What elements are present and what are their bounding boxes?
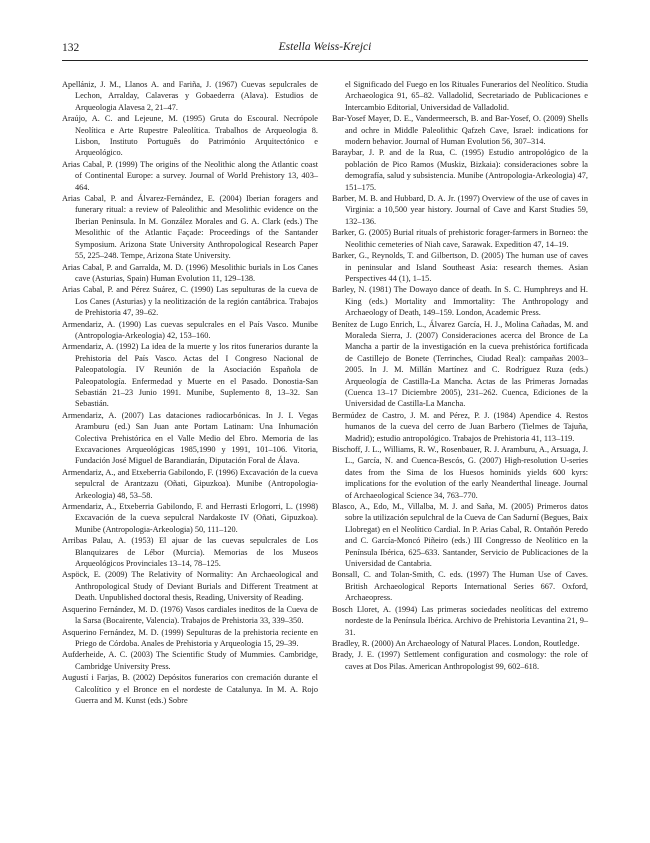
reference-entry: Arias Cabal, P. and Garralda, M. D. (1996) Mesolithic burials in Los Canes cave (Asturias, Spain) Human Evolution 11, 129–138. (62, 262, 318, 283)
reference-entry: Bonsall, C. and Tolan-Smith, C. eds. (1997) The Human Use of Caves. British Archaeological Reports International Series 667. Oxford, Archaeopress. (332, 570, 588, 603)
reference-entry: Brady, J. E. (1997) Settlement configuration and cosmology: the role of caves at Dos Pilas. American Anthropologist 99, 602–618. (332, 650, 588, 671)
page-number: 132 (62, 42, 80, 54)
reference-entry: Aspöck, E. (2009) The Relativity of Normality: An Archaeological and Anthropological Study of Deviant Burials and Different Treatment at Death. Unpublished doctoral thesis, Reading, University of Reading. (62, 570, 318, 603)
reference-entry: Armendariz, A. (1992) La idea de la muerte y los ritos funerarios durante la Prehistoria del País Vasco. Actas del I Congreso Nacional de Paleopatología. IV Reunión de la Asociación Española de Paleopatología. Enfermedad y Muerte en el Pasado. Donostia-San Sebastián 21–23 Junio 1991. Munibe, Suplemento 8, 13–32. San Sebastián. (62, 342, 318, 409)
reference-entry: Armendariz, A., Etxeberria Gabilondo, F. and Herrasti Erlogorri, L. (1998) Excavación de la cueva sepulcral Nardakoste IV (Oñati, Gipuzkoa). Munibe (Antropologia-Arkeologia) 50, 111–120. (62, 502, 318, 534)
reference-entry: Asquerino Fernández, M. D. (1999) Sepulturas de la prehistoria reciente en Priego de Córdoba. Anales de Prehistoria y Arqueologia 15, 29–39. (62, 627, 318, 648)
reference-entry: Arias Cabal, P. and Álvarez-Fernández, E. (2004) Iberian foragers and funerary ritual: a review of Paleolithic and Mesolithic evidence on the Iberian Peninsula. In M. González Morales and G. A. Clark (eds.) The Mesolithic of the Atlantic Façade: Proceedings of the Santander Symposium. Arizona State University Anthropological Research Paper 55, 225–248. Tempe, Arizona State University. (62, 194, 318, 261)
reference-entry: Barker, G. (2005) Burial rituals of prehistoric forager-farmers in Borneo: the Neolithic cemeteries of Niah cave, Sarawak. Expedition 47, 14–19. (332, 228, 588, 249)
reference-entry: Barber, M. B. and Hubbard, D. A. Jr. (1997) Overview of the use of caves in Virginia: a 10,500 year history. Journal of Cave and Karst Studies 59, 132–136. (332, 194, 588, 226)
running-header (62, 40, 588, 61)
reference-entry: Bermúdez de Castro, J. M. and Pérez, P. J. (1984) Apendice 4. Restos humanos de la cueva del cerro de Juan Barbero (Tielmes de Tajuña, Madrid); estudio antropológico. Trabajos de Prehistoria 41, 113–119. (332, 410, 588, 443)
reference-column-left (62, 79, 318, 706)
reference-entry: Aufderheide, A. C. (2003) The Scientific Study of Mummies. Cambridge, Cambridge University Press. (62, 650, 318, 671)
reference-entry: Blasco, A., Edo, M., Villalba, M. J. and Saña, M. (2005) Primeros datos sobre la utilización sepulchral de la Cueva de Can Sadurní (Begues, Baix Llobregat) en el Neolítico Cardial. In P. Arias Cabal, R. Ontañón Peredo and C. García-Moncó Piñeiro (eds.) III Congresso de Neolítico en la Península Ibérica, 625–633. Santander, Servicio de Publicaciones de la Universidad de Cantabria. (332, 502, 588, 569)
reference-entry: Benítez de Lugo Enrich, L., Álvarez García, H. J., Molina Cañadas, M. and Moraleda Sierra, J. (2007) Consideraciones acerca del Bronce de La Mancha a partir de la investigación en la cueva prehistórica fortificada de Castillejo de Bonete (Terrinches, Ciudad Real): campañas 2003–2005. In J. M. Millán Martínez and C. Rodríguez Ruza (eds.) Arqueología de Castilla-La Mancha. Actas de las Primeras Jornadas (Cuenca 13–17 Diciembre 2005), 231–262. Cuenca, Ediciones de la Universidad de Castilla-La Mancha. (332, 319, 588, 409)
reference-entry: Arribas Palau, A. (1953) El ajuar de las cuevas sepulcrales de Los Blanquizares de Lébor (Murcia). Memorias de los Museos Arqueológicos Provinciales 13–14, 78–125. (62, 536, 318, 569)
reference-entry: Barley, N. (1981) The Dowayo dance of death. In S. C. Humphreys and H. King (eds.) Mortality and Immortality: The Anthropology and Archaeology of Death, 149–159. London, Academic Press. (332, 285, 588, 318)
reference-entry: Bosch Lloret, A. (1994) Las primeras sociedades neolíticas del extremo nordeste de la Península Ibérica. Archivo de Prehistoria Levantina 21, 9–31. (332, 604, 588, 637)
reference-entry: Armendariz, A. (2007) Las dataciones radiocarbónicas. In J. I. Vegas Aramburu (ed.) San Juan ante Portam Latinam: Una Inhumación Colectiva Prehistórica en el Valle Medio del Ebro. Memoria de las Excavaciones Arqueológicas 1985,1990 y 1991, 101–106. Vitoria, Fundación José Miguel de Barandiarán, Diputación Foral de Álava. (62, 410, 318, 466)
running-head-author: Estella Weiss-Krejci (278, 41, 372, 53)
reference-entry: Apellániz, J. M., Llanos A. and Fariña, J. (1967) Cuevas sepulcrales de Lechon, Arralday, Calaveras y Gobaederra (Alava). Estudios de Arqueologia Alavesa 2, 21–47. (62, 80, 318, 112)
reference-entry: Bar-Yosef Mayer, D. E., Vandermeersch, B. and Bar-Yosef, O. (2009) Shells and ochre in Middle Paleolithic Qafzeh Cave, Israel: indications for modern behavior. Journal of Human Evolution 56, 307–314. (332, 114, 588, 147)
reference-entry: Augustí i Farjas, B. (2002) Depósitos funerarios con cremación durante el Calcolítico y el Bronce en el nordeste de Catalunya. In M. A. Rojo Guerra and M. Kunst (eds.) Sobre (62, 673, 318, 705)
reference-entry: Baraybar, J. P. and de la Rua, C. (1995) Estudio antropológico de la población de Pico Ramos (Muskiz, Bizkaia): consideraciones sobre la demografía, salud y subsistencia. Munibe (Antropologia-Arkeologia) 47, 151–175. (332, 148, 588, 192)
reference-entry: Armendariz, A., and Etxeberria Gabilondo, F. (1996) Excavación de la cueva sepulcral de Arantzazu (Oñati, Gipuzkoa). Munibe (Antropologia-Arkeologia) 48, 53–58. (62, 467, 318, 500)
reference-entry: Armendariz, A. (1990) Las cuevas sepulcrales en el País Vasco. Munibe (Antropologia-Arkeologia) 42, 153–160. (62, 319, 318, 340)
reference-entry: Araújo, A. C. and Lejeune, M. (1995) Gruta do Escoural. Necrópole Neolítica e Arte Rupestre Paleolítica. Trabalhos de Arqueologia 8. Lisbon, Instituto Português do Património Arquitectónico e Arqueológico. (62, 114, 318, 158)
reference-entry: Barker, G., Reynolds, T. and Gilbertson, D. (2005) The human use of caves in peninsular and Island Southeast Asia: research themes. Asian Perspectives 44 (1), 1–15. (332, 251, 588, 283)
reference-entry: Bradley, R. (2000) An Archaeology of Natural Places. London, Routledge. (332, 638, 580, 648)
reference-column-right (332, 79, 588, 672)
reference-entry-continuation: el Significado del Fuego en los Rituales Funerarios del Neolítico. Studia Archaeologica 91, 65–82. Valladolid, Secretariado de Publicaciones e Intercambio Editorial, Universidad de Valladolid. (345, 80, 588, 112)
reference-entry: Bischoff, J. L., Williams, R. W., Rosenbauer, R. J. Aramburu, A., Arsuaga, J. L., García, N. and Cuenca-Bescós, G. (2007) High-resolution U-series dates from the Sima de los Huesos hominids yields 600 kyrs: implications for the evolution of the early Neanderthal lineage. Journal of Archaeological Science 34, 763–770. (332, 445, 588, 500)
reference-entry: Asquerino Fernández, M. D. (1976) Vasos cardiales ineditos de la Cueva de la Sarsa (Bocairente, Valencia). Trabajos de Prehistoria 33, 339–350. (62, 604, 318, 626)
reference-entry: Arias Cabal, P. (1999) The origins of the Neolithic along the Atlantic coast of Continental Europe: a survey. Journal of World Prehistory 13, 403–464. (62, 159, 318, 192)
reference-entry: Arias Cabal, P. and Pérez Suárez, C. (1990) Las sepulturas de la cueva de Los Canes (Asturias) y la neolitización de la región cantábrica. Trabajos de Prehistoria 47, 39–62. (62, 285, 318, 318)
